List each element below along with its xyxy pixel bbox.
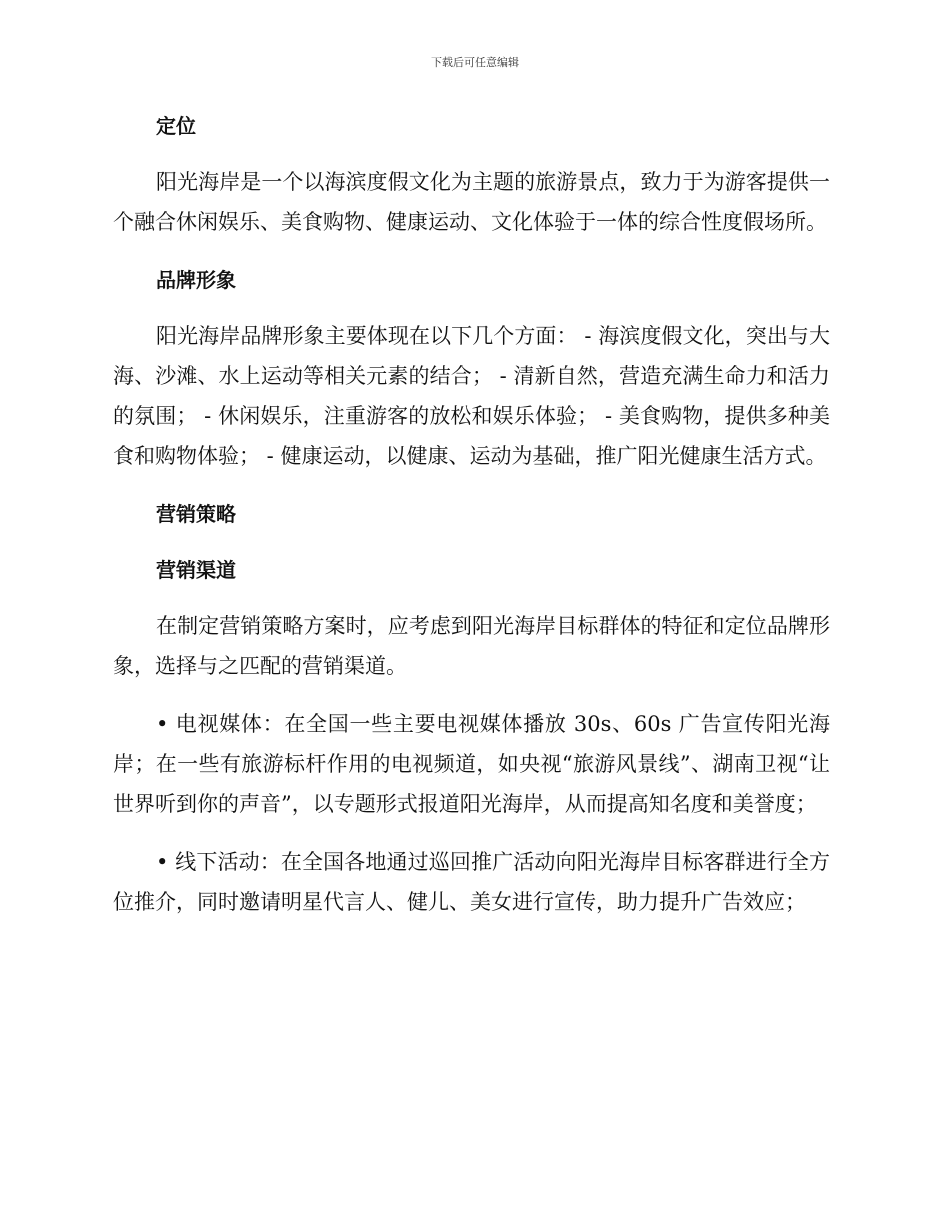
paragraph-marketing-channels-intro: 在制定营销策略方案时，应考虑到阳光海岸目标群体的特征和定位品牌形象，选择与之匹配的营销渠道。	[113, 614, 830, 678]
paragraph-positioning: 阳光海岸是一个以海滨度假文化为主题的旅游景点，致力于为游客提供一个融合休闲娱乐、美食购物、健康运动、文化体验于一体的综合性度假场所。	[113, 170, 830, 234]
page-header: 下载后可任意编辑	[431, 56, 519, 69]
heading-marketing-strategy: 营销策略	[156, 502, 236, 526]
heading-marketing-channels: 营销渠道	[156, 558, 236, 582]
document-content	[113, 106, 830, 922]
paragraph-brand-image: 阳光海岸品牌形象主要体现在以下几个方面： - 海滨度假文化，突出与大海、沙滩、水上运动等相关元素的结合； - 清新自然，营造充满生命力和活力的氛围； - 休闲娱乐，注重游客的放松和娱乐体验； - 美食购物，提供多种美食和购物体验； - 健康运动，以健康、运动为基础，推广阳光健康生活方式。	[113, 324, 830, 468]
heading-brand-image: 品牌形象	[156, 268, 236, 292]
heading-positioning: 定位	[156, 114, 196, 138]
list-item-tv-media: • 电视媒体：在全国一些主要电视媒体播放 30s、60s 广告宣传阳光海岸；在一些有旅游标杆作用的电视频道，如央视“旅游风景线”、湖南卫视“让世界听到你的声音”，以专题形式报道阳光海岸，从而提高知名度和美誉度；	[113, 712, 830, 816]
list-item-offline-events: • 线下活动：在全国各地通过巡回推广活动向阳光海岸目标客群进行全方位推介，同时邀请明星代言人、健儿、美女进行宣传，助力提升广告效应；	[113, 850, 830, 914]
